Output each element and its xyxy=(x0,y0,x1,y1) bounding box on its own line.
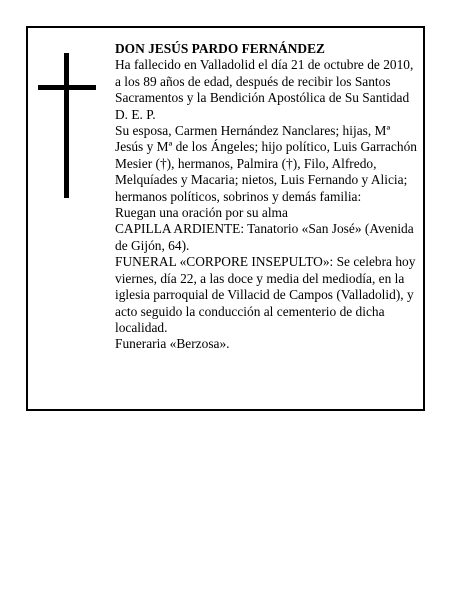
funeral-home: Funeraria «Berzosa». xyxy=(115,336,230,352)
prayer-request: Ruegan una oración por su alma xyxy=(115,205,288,221)
rest-in-peace: D. E. P. xyxy=(115,106,156,122)
death-announcement: Ha fallecido en Valladolid el día 21 de octubre de 2010, a los 89 años de edad, después de recibir los Santos Sacramentos y la Bendición Apostólica de Su Santidad xyxy=(115,57,414,106)
cross-horizontal-bar xyxy=(38,85,96,90)
obituary-notice xyxy=(26,26,425,411)
funeral-info: FUNERAL «CORPORE INSEPULTO»: Se celebra hoy viernes, día 22, a las doce y media del mediodía, en la iglesia parroquial de Villacid de Campos (Valladolid), y acto seguido la conducción al cementerio de dicha localidad. xyxy=(115,254,416,335)
chapel-info: CAPILLA ARDIENTE: Tanatorio «San José» (Avenida de Gijón, 64). xyxy=(115,221,414,253)
deceased-name: DON JESÚS PARDO FERNÁNDEZ xyxy=(115,41,325,56)
latin-cross-icon xyxy=(38,53,96,198)
family-list: Su esposa, Carmen Hernández Nanclares; hijas, Mª Jesús y Mª de los Ángeles; hijo político, Luis Garrachón Mesier (†), hermanos, Palmira (†), Filo, Alfredo, Melquíades y Macaria; nietos, Luis Fernando y Alicia; hermanos políticos, sobrinos y demás familia: xyxy=(115,123,417,204)
cross-vertical-bar xyxy=(64,53,69,198)
obituary-text xyxy=(115,41,421,353)
